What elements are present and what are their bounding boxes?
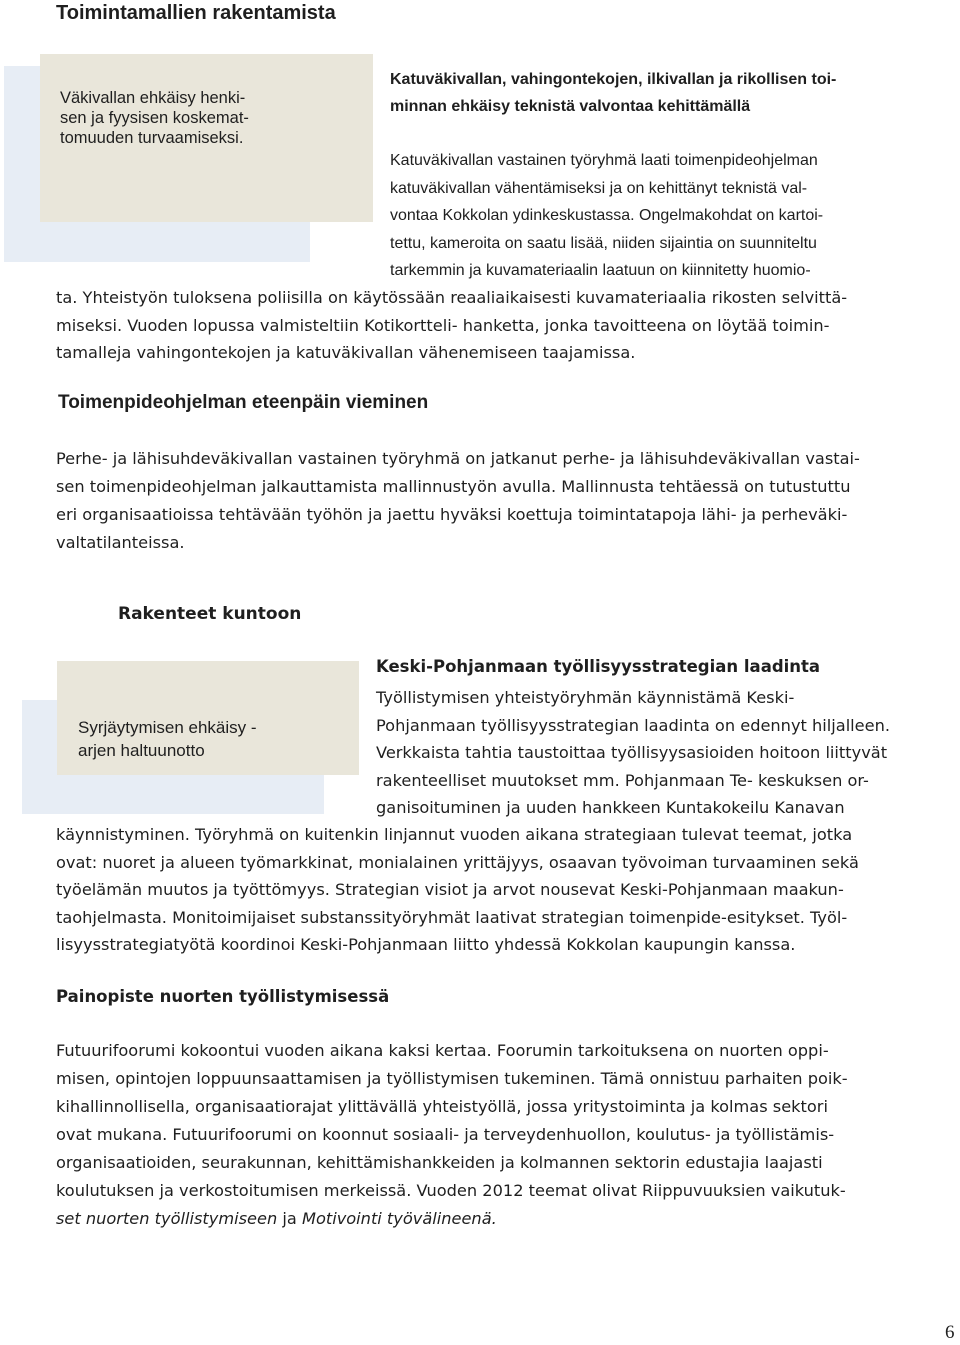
text-line: organisaatioiden, seurakunnan, kehittämishankkeiden ja kolmannen sektorin edustajia laajasti [56,1153,823,1172]
paragraph-wide [56,284,847,367]
text-line: tettu, kameroita on saatu lisää, niiden sijaintia on suunniteltu [390,234,817,252]
paragraph-action-plan [56,445,860,557]
box-line: tomuuden turvaamiseksi. [60,129,244,147]
text-line: taohjelmasta. Monitoimijaiset substanssityöryhmät laativat strategian toimenpide-esitykset. Työl- [56,907,848,927]
box-line: Syrjäytymisen ehkäisy - [78,718,257,737]
text-line: Perhe- ja lähisuhdeväkivallan vastainen työryhmä on jatkanut perhe- ja lähisuhdeväkivallan vastai- [56,449,860,468]
text-line: kihallinnollisella, organisaatiorajat ylittävällä yhteistyöllä, jossa yritystoiminta ja kolmas sektori [56,1097,828,1116]
section-title-action-plan: Toimenpideohjelman eteenpäin vieminen [58,392,429,413]
text-line: tarkemmin ja kuvamateriaalin laatuun on kiinnitetty huomio- [390,262,811,279]
text-line: ovat: nuoret ja alueen työmarkkinat, monialainen yrittäjyys, osaavan työvoiman turvaaminen sekä [56,852,859,872]
text-line: Verkkaista tahtia taustoittaa työllisyysasioiden hoitoon liittyvät [376,743,888,762]
box-line: Väkivallan ehkäisy henki- [60,89,246,107]
text-line: tamalleja vahingontekojen ja katuväkivallan vähenemiseen taajamissa. [56,343,636,362]
page-number: 6 [945,1322,955,1343]
text-line: koulutuksen ja verkostoitumisen merkeissä. Vuoden 2012 teemat olivat Riippuvuuksien vaikutuk- [56,1181,846,1200]
text-line: käynnistyminen. Työryhmä on kuitenkin linjannut vuoden aikana strategiaan tulevat teemat, jotka [56,825,853,844]
section-title-youth-employment: Painopiste nuorten työllistymisessä [56,987,390,1006]
topic-box-violence-prevention [60,88,249,148]
section-title-structures: Rakenteet kuntoon [118,604,302,624]
text-line: lisyysstrategiatyötä koordinoi Keski-Pohjanmaan liitto yhdessä Kokkolan kaupungin kanssa. [56,935,796,954]
section-heading-employment-strategy: Keski-Pohjanmaan työllisyysstrategian laadinta [376,657,821,676]
text-line: ganisoituminen ja uuden hankkeen Kuntakokeilu Kanavan [376,798,845,817]
topic-box-exclusion-prevention [78,716,257,762]
paragraph-futuurifoorumi [56,1037,848,1233]
text-line: Työllistymisen yhteistyöryhmän käynnistämä Keski- [376,688,795,707]
text-line: miseksi. Vuoden lopussa valmisteltiin Kotikortteli- hanketta, jonka tavoitteena on löytää toimin- [56,315,830,335]
italic-theme-2: Motivointi työvälineenä. [301,1209,497,1228]
text-line: katuväkivallan vähentämiseksi ja on kehittänyt teknistä val- [390,179,808,197]
text-line: misen, opintojen loppuunsaattamisen ja työllistymisen tukeminen. Tämä onnistuu parhaiten poik- [56,1069,848,1088]
paragraph-wide [56,821,859,959]
paragraph-narrow [390,147,823,285]
box-line: sen ja fyysisen koskemat- [60,109,249,127]
text-line: Pohjanmaan työllisyysstrategian laadinta on edennyt hiljalleen. [376,715,891,735]
connector-text: ja [282,1209,297,1228]
text-line: ovat mukana. Futuurifoorumi on koonnut sosiaali- ja terveydenhuollon, koulutus- ja työllistämis- [56,1125,835,1144]
text-line: sen toimenpideohjelman jalkauttamista mallinnustyön avulla. Mallinnusta tehtäessä on tutustuttu [56,477,851,496]
heading-line: Katuväkivallan, vahingontekojen, ilkivallan ja rikollisen toi- [390,71,837,88]
text-line: vontaa Kokkolan ydinkeskustassa. Ongelmakohdat on kartoi- [390,207,824,224]
text-line: valtatilanteissa. [56,533,185,552]
italic-theme-1: set nuorten työllistymiseen [56,1209,278,1228]
text-line: ta. Yhteistyön tuloksena poliisilla on käytössään reaaliaikaisesti kuvamateriaalia rikosten selvittä- [56,288,848,307]
text-line-last [56,1205,848,1233]
heading-line: minnan ehkäisy teknistä valvontaa kehittämällä [390,98,751,115]
text-line: Futuurifoorumi kokoontui vuoden aikana kaksi kertaa. Foorumin tarkoituksena on nuorten oppi- [56,1041,829,1060]
text-line: rakenteelliset muutokset mm. Pohjanmaan Te- keskuksen or- [376,770,869,790]
text-line: työelämän muutos ja työttömyys. Strategian visiot ja arvot nousevat Keski-Pohjanmaan maakun- [56,880,844,899]
section-heading-street-violence [390,66,836,120]
page-title: Toimintamallien rakentamista [56,2,336,24]
text-line: eri organisaatioissa tehtävään työhön ja jaettu hyväksi koettuja toimintatapoja lähi- ja perheväki- [56,505,848,524]
paragraph-narrow [376,684,890,822]
box-line: arjen haltuunotto [78,741,205,760]
text-line: Katuväkivallan vastainen työryhmä laati toimenpideohjelman [390,152,818,169]
